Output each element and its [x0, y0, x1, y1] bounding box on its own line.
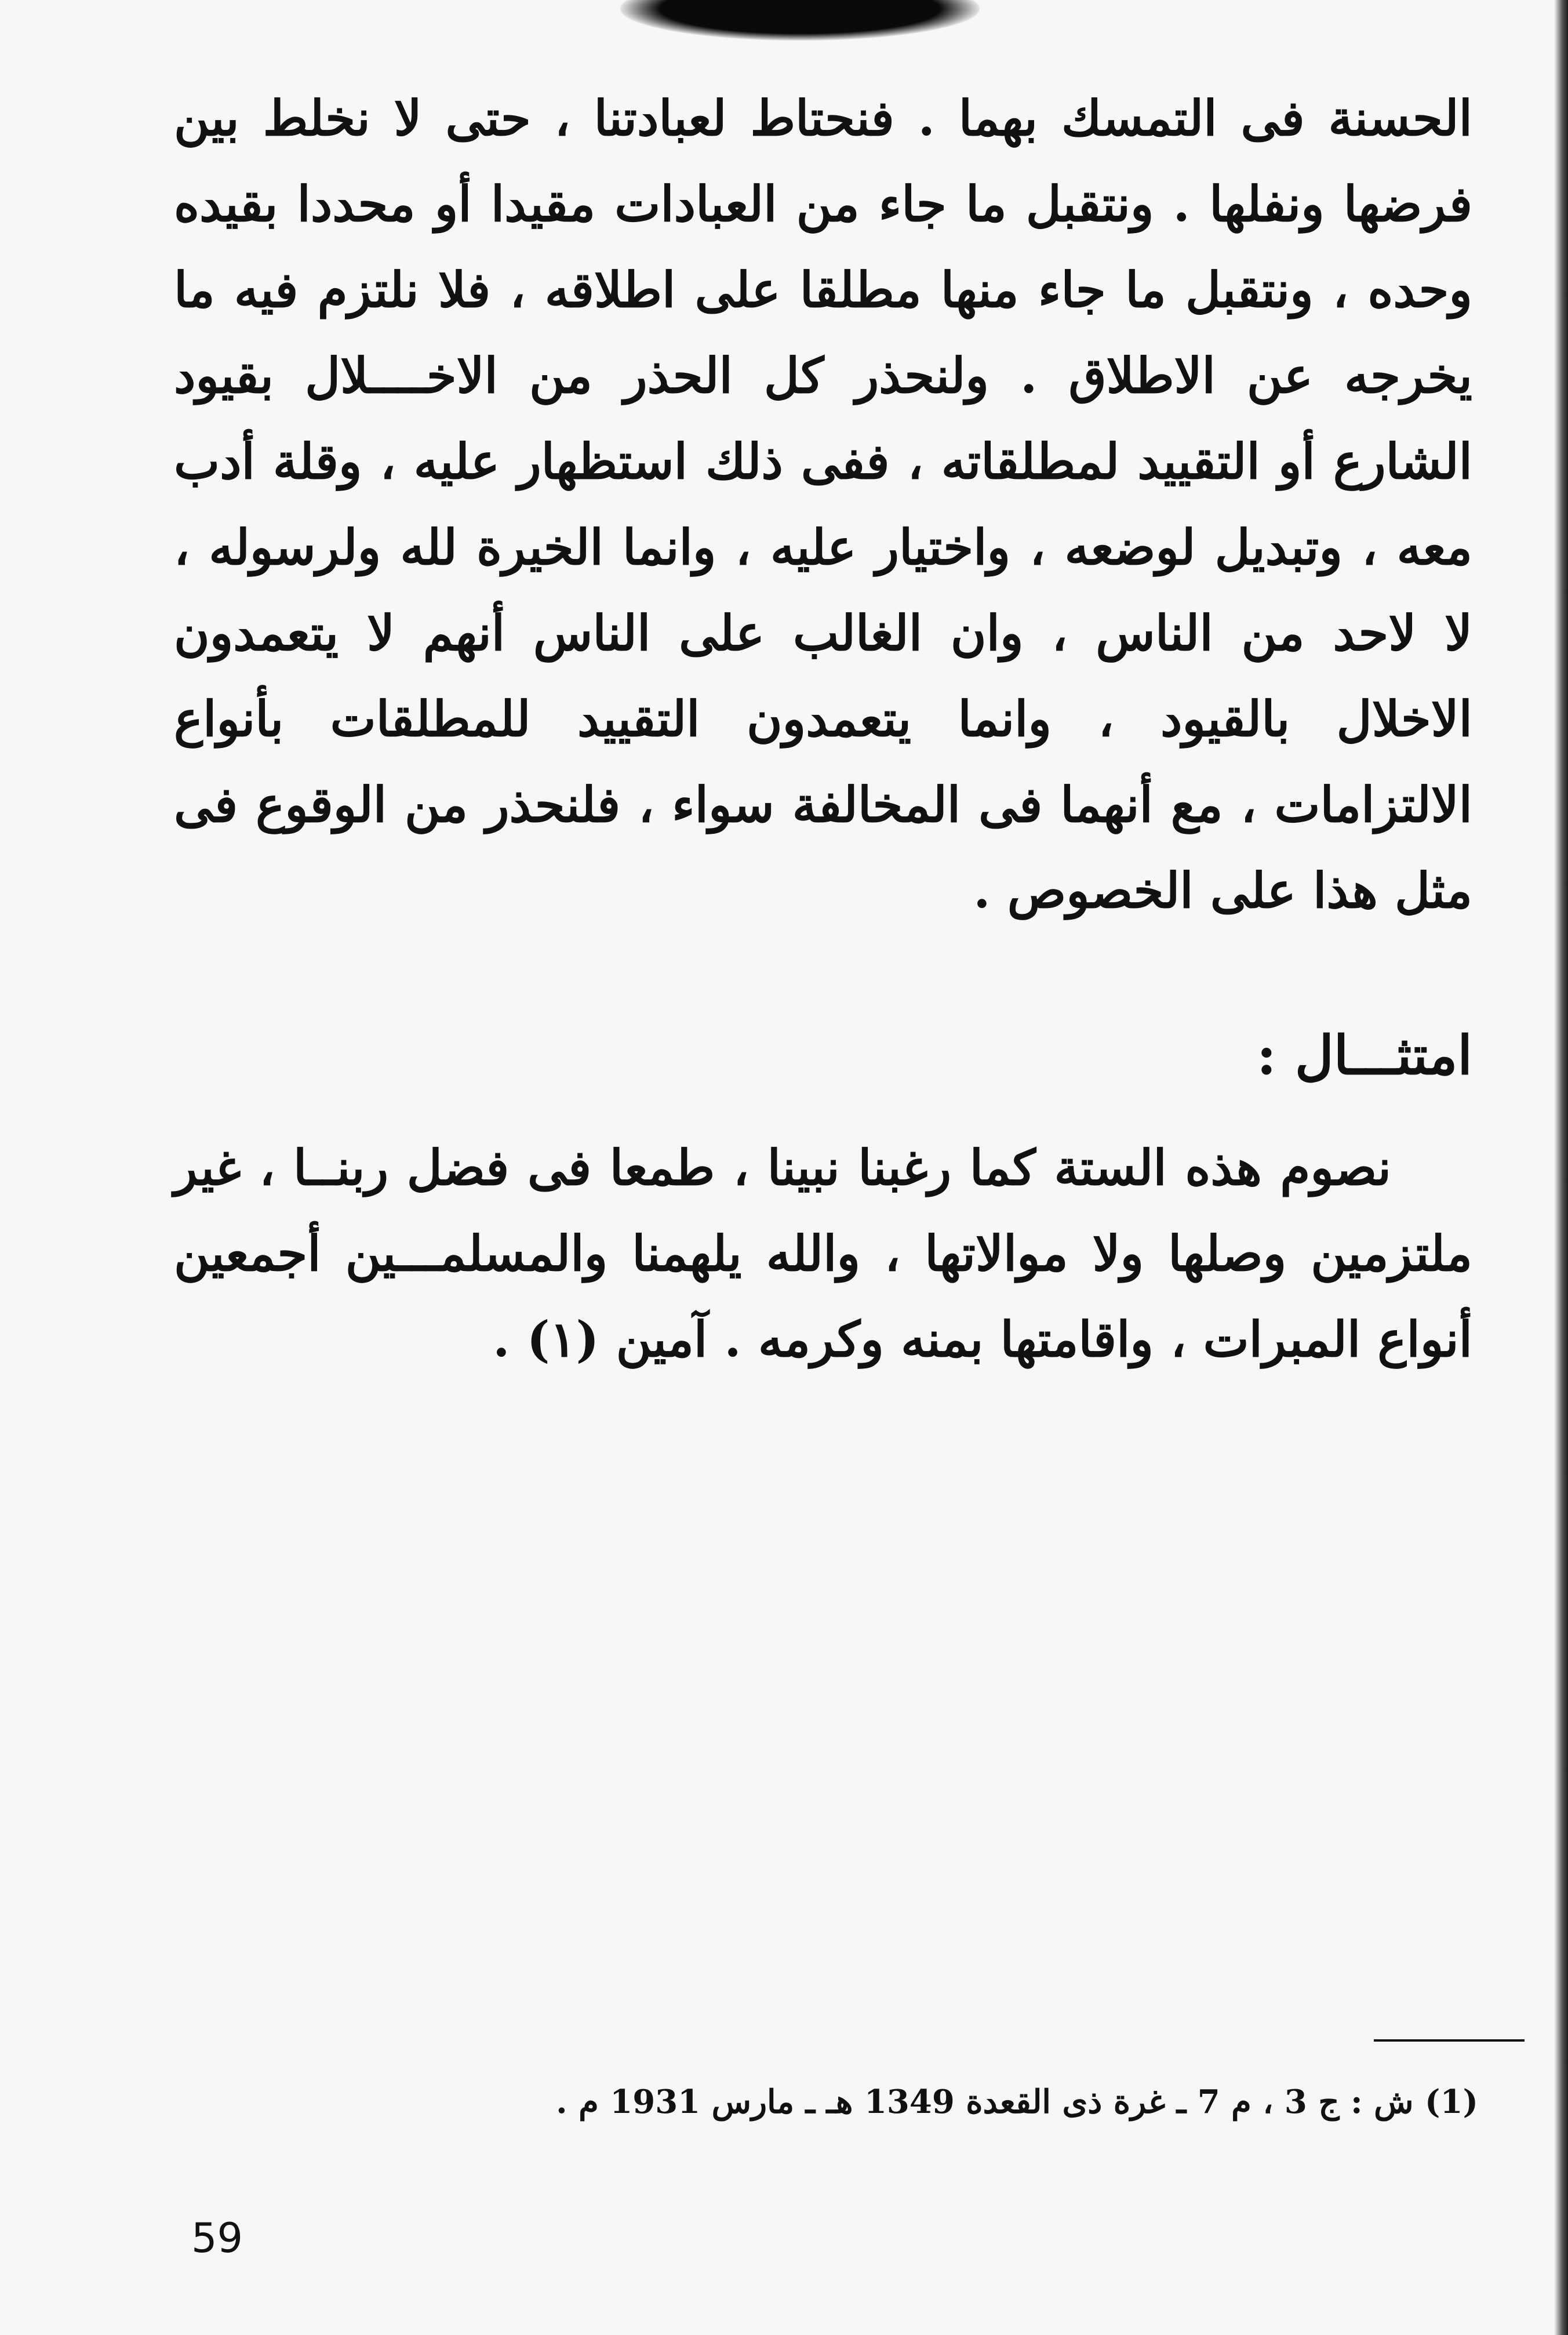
paragraph-2: نصوم هذه الستة كما رغبنا نبينا ، طمعا فى فضل ربنــا ، غير ملتزمين وصلها ولا موالاتها ، والله يلهمنا والمسلمـــين أجمعين أنواع المبرات ، واقامتها بمنه وكرمه . آمين (١) . [174, 1139, 1472, 1368]
footnote: (1) ش : ج 3 ، م 7 ـ غرة ذى القعدة 1349 هـ ـ مارس 1931 م . [556, 2083, 1478, 2121]
page-number: 59 [191, 2214, 243, 2262]
body-text [174, 75, 1472, 1382]
page-edge-shadow [1554, 0, 1568, 2335]
paragraph-1: الحسنة فى التمسك بهما . فنحتاط لعبادتنا ، حتى لا نخلط بين فرضها ونفلها . ونتقبل ما جاء من العبادات مقيدا أو محددا بقيده وحده ، ونتقبل ما جاء منها مطلقا على اطلاقه ، فلا نلتزم فيه ما يخرجه عن الاطلاق . ولنحذر كل الحذر من الاخــــلال بقيود الشارع أو التقييد لمطلقاته ، ففى ذلك استظهار عليه ، وقلة أدب معه ، وتبديل لوضعه ، واختيار عليه ، وانما الخيرة لله ولرسوله ، لا لاحد من الناس ، وان الغالب على الناس أنهم لا يتعمدون الاخلال بالقيود ، وانما يتعمدون التقييد للمطلقات بأنواع الالتزامات ، مع أنهما فى المخالفة سواء ، فلنحذر من الوقوع فى مثل هذا على الخصوص . [174, 89, 1472, 919]
ink-blot-decoration [620, 0, 980, 41]
footnote-divider [1374, 2039, 1525, 2042]
section-heading: امتثـــال : [1256, 1024, 1472, 1087]
